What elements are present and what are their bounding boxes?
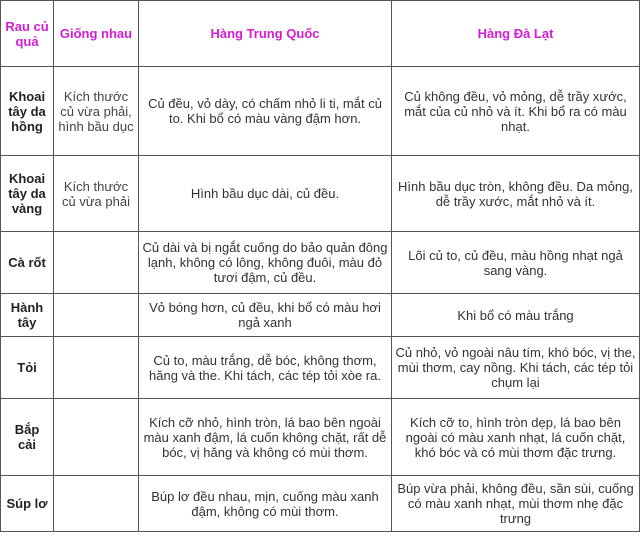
header-china: Hàng Trung Quốc bbox=[139, 1, 392, 67]
vegetable-cell: Khoai tây da vàng bbox=[1, 156, 54, 232]
vegetable-cell: Súp lơ bbox=[1, 476, 54, 532]
vegetable-cell: Tỏi bbox=[1, 337, 54, 399]
vegetable-cell: Hành tây bbox=[1, 294, 54, 337]
same-cell bbox=[54, 232, 139, 294]
china-cell: Củ dài và bị ngắt cuống do bảo quản đông lạnh, không có lông, không đuôi, màu đỏ tươi đậm, củ đều. bbox=[139, 232, 392, 294]
china-cell: Củ to, màu trắng, dễ bóc, không thơm, hăng và the. Khi tách, các tép tỏi xòe ra. bbox=[139, 337, 392, 399]
header-dalat: Hàng Đà Lạt bbox=[392, 1, 640, 67]
china-cell: Kích cỡ nhỏ, hình tròn, lá bao bên ngoài màu xanh đậm, lá cuốn không chặt, rất dễ bóc, vị hăng và không có mùi thơm. bbox=[139, 399, 392, 476]
table-row bbox=[1, 156, 640, 232]
dalat-cell: Khi bổ có màu trắng bbox=[392, 294, 640, 337]
same-cell bbox=[54, 399, 139, 476]
dalat-cell: Hình bầu dục tròn, không đều. Da mỏng, dễ trầy xước, mắt nhỏ và ít. bbox=[392, 156, 640, 232]
china-cell: Vỏ bóng hơn, củ đều, khi bổ có màu hơi ngả xanh bbox=[139, 294, 392, 337]
same-cell bbox=[54, 337, 139, 399]
table-row bbox=[1, 67, 640, 156]
dalat-cell: Củ nhỏ, vỏ ngoài nâu tím, khó bóc, vị the, mùi thơm, cay nồng. Khi tách, các tép tỏi chụm lại bbox=[392, 337, 640, 399]
table-row bbox=[1, 294, 640, 337]
header-same: Giống nhau bbox=[54, 1, 139, 67]
vegetable-cell: Cà rốt bbox=[1, 232, 54, 294]
table-row bbox=[1, 337, 640, 399]
table-row bbox=[1, 399, 640, 476]
vegetable-cell: Khoai tây da hồng bbox=[1, 67, 54, 156]
dalat-cell: Củ không đều, vỏ mỏng, dễ trầy xước, mắt của củ nhỏ và ít. Khi bổ ra có màu nhạt. bbox=[392, 67, 640, 156]
table-row bbox=[1, 232, 640, 294]
same-cell bbox=[54, 294, 139, 337]
dalat-cell: Lõi củ to, củ đều, màu hồng nhạt ngả sang vàng. bbox=[392, 232, 640, 294]
same-cell: Kích thước củ vừa phải, hình bầu dục bbox=[54, 67, 139, 156]
same-cell: Kích thước củ vừa phải bbox=[54, 156, 139, 232]
table-row bbox=[1, 476, 640, 532]
china-cell: Búp lơ đều nhau, mịn, cuống màu xanh đậm, không có mùi thơm. bbox=[139, 476, 392, 532]
dalat-cell: Kích cỡ to, hình tròn dẹp, lá bao bên ngoài có màu xanh nhạt, lá cuốn chặt, khó bóc và có mùi thơm đặc trưng. bbox=[392, 399, 640, 476]
vegetable-cell: Bắp cải bbox=[1, 399, 54, 476]
china-cell: Củ đều, vỏ dày, có chấm nhỏ li ti, mắt củ to. Khi bổ có màu vàng đậm hơn. bbox=[139, 67, 392, 156]
dalat-cell: Búp vừa phải, không đều, sần sùi, cuống có màu xanh nhạt, mùi thơm nhẹ đặc trưng bbox=[392, 476, 640, 532]
same-cell bbox=[54, 476, 139, 532]
china-cell: Hình bầu dục dài, củ đều. bbox=[139, 156, 392, 232]
header-row bbox=[1, 1, 640, 67]
header-vegetable: Rau củ quả bbox=[1, 1, 54, 67]
